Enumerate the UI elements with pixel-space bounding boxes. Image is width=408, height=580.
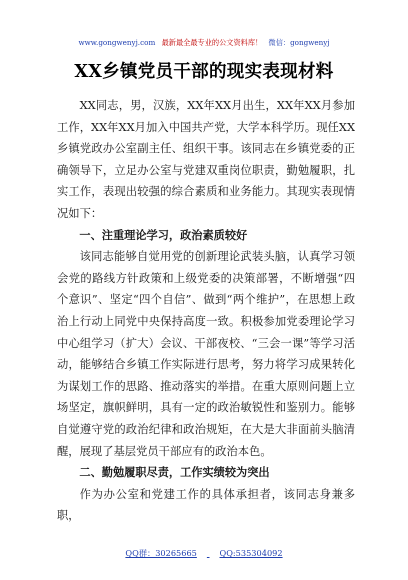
header-banner: [0, 38, 408, 48]
wechat-id: 微信：gongwenyj: [268, 38, 330, 47]
site-url[interactable]: www.gongwenyj.com: [78, 38, 156, 47]
intro-paragraph: XX同志，男，汉族，XX年XX月出生，XX年XX月参加工作，XX年XX月加入中国共产党，大学本科学历。现任XX乡镇党政办公室副主任、组织干事。该同志在乡镇党委的正确领导下，立足办公室与党建双重岗位职责，勤勉履职，扎实工作，表现出较强的综合素质和业务能力。其现实表现情况如下：: [57, 99, 355, 220]
promo-text: 最新最全最专业的公文资料库！: [161, 38, 263, 47]
section-2-paragraph: 作为办公室和党建工作的具体承担者，该同志身兼多职，: [57, 487, 355, 523]
section-heading-2: 二、勤勉履职尽责，工作实绩较为突出: [79, 466, 270, 480]
document-title: XX乡镇党员干部的现实表现材料: [74, 62, 334, 82]
section-1-paragraph: 该同志能够自觉用党的创新理论武装头脑，认真学习领会党的路线方针政策和上级党委的决策部署，不断增强“四个意识”、坚定“四个自信”、做到“两个维护”，在思想上政治上行动上同党中央保持高度一致。积极参加党委理论学习中心组学习（扩大）会议、干部夜校、“三会一课”等学习活动，能够结合乡镇工作实际进行思考，努力将学习成果转化为谋划工作的思路、推动落实的举措。在重大原则问题上立场坚定，旗帜鲜明，具有一定的政治敏锐性和鉴别力。能够自觉遵守党的政治纪律和政治规矩，在大是大非面前头脑清醒，展现了基层党员干部应有的政治本色。: [57, 250, 355, 458]
qq-group: QQ群：30265665: [125, 548, 197, 558]
section-heading-1: 一、注重理论学习，政治素质较好: [79, 228, 248, 242]
qq-number: QQ:535304092: [219, 548, 283, 558]
document-body: [57, 95, 355, 527]
footer-contact: [0, 548, 408, 559]
